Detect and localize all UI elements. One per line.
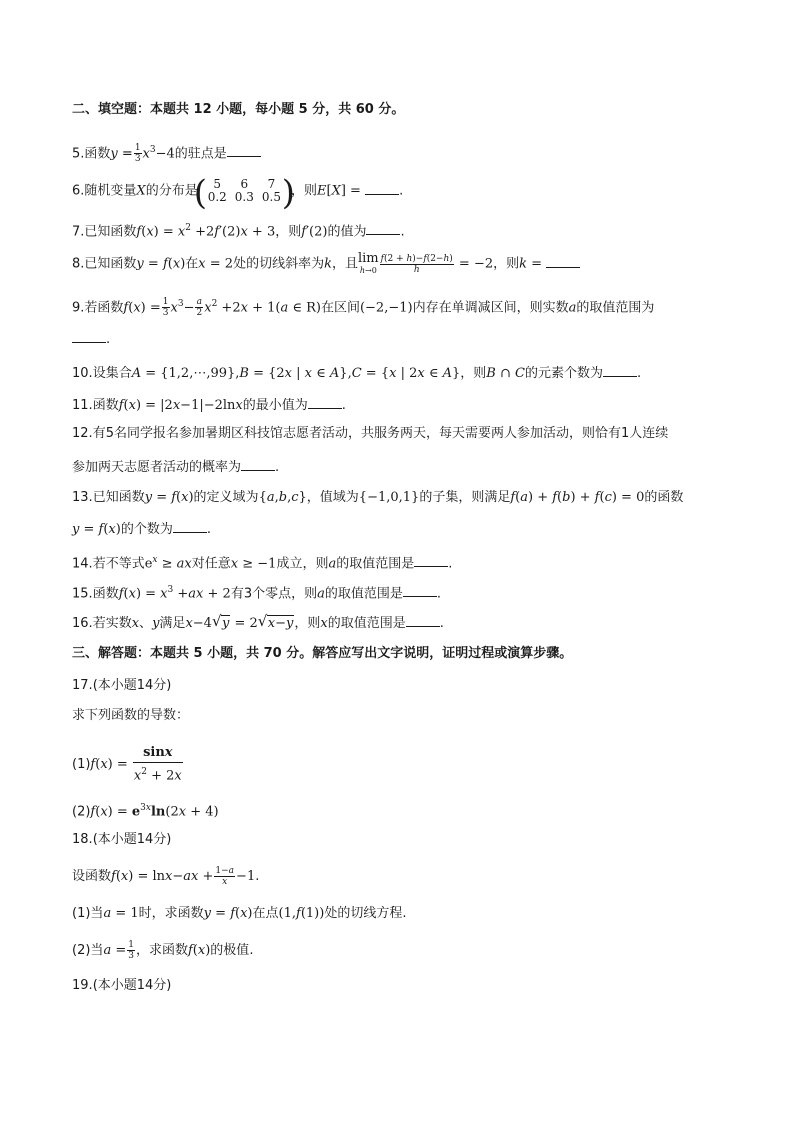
- question-5: 5.函数y = $\frac{1}{3}$ $x^3-4$的驻点是: [72, 140, 261, 164]
- answer-blank: [365, 180, 399, 195]
- answer-blank: [72, 328, 106, 343]
- limit-expression: lim h→0: [357, 251, 379, 275]
- question-17-part-1: (1)f(x) = $\frac{\sin x}{x^2 + 2x}$: [72, 745, 182, 784]
- question-11: 11.函数f(x) = |2x−1|−2lnx的最小值为 .: [72, 394, 346, 416]
- sqrt-x-minus-y: √ x−y: [257, 612, 294, 631]
- section-2-header: 二、填空题：本题共 12 小题，每小题 5 分，共 60 分。: [72, 102, 405, 117]
- distribution-matrix: ( 5 6 7 0.2 0.3 0.5 ): [193, 173, 295, 213]
- question-18-part-1: (1)当a = 1时，求函数y = f(x)在点(1,f(1))处的切线方程.: [72, 906, 407, 921]
- answer-blank: [414, 552, 448, 567]
- question-16: 16.若实数x、y满足x−4 √ y = 2 √ x−y，则x的取值范围是 .: [72, 612, 444, 634]
- question-13: 13.已知函数y = f(x)的定义域为{a,b,c}，值域为{−1,0,1}的子集，则满足f(a) + f(b) + f(c) = 0的函数: [72, 490, 684, 505]
- question-7: 7.已知函数$f(x) = x^2 +2f'(2)x + 3$，则f′(2)的值为 .: [72, 218, 405, 242]
- question-12: 12.有5名同学报名参加暑期区科技馆志愿者活动，共服务两天，每天需要两人参加活动，则恰有1人连续: [72, 426, 669, 441]
- answer-blank: [227, 142, 261, 157]
- sqrt-y: √ y: [211, 612, 230, 631]
- answer-blank: [173, 518, 207, 533]
- question-19-header: 19.(本小题14分): [72, 978, 172, 993]
- answer-blank: [546, 253, 580, 268]
- question-9: 9.若函数f(x) = $\frac{1}{3}$ $x^3-$ $\frac{a}{2}$ $x^2 +2x + 1(a$ ∈ R)在区间(−2,−1)内存在单调减区间，则实数a的取值范围为: [72, 297, 655, 319]
- question-15: 15.函数$f(x) = x^3 +ax + 2$有3个零点，则a的取值范围是 .: [72, 580, 441, 604]
- answer-blank: [603, 362, 637, 377]
- question-9-blank-line: .: [72, 328, 110, 350]
- question-18-part-2: (2)当a = $\frac{1}{3}$ ，求函数f(x)的极值.: [72, 940, 254, 961]
- question-13-line-2: y = f(x)的个数为 .: [72, 518, 211, 540]
- question-14: 14.若不等式$e^x$ ≥ ax对任意x ≥ −1成立，则a的取值范围是 .: [72, 550, 452, 574]
- answer-blank: [241, 456, 275, 471]
- answer-blank: [308, 394, 342, 409]
- answer-blank: [406, 612, 440, 627]
- answer-blank: [403, 582, 437, 597]
- question-8: 8.已知函数y = f(x)在x = 2处的切线斜率为k，且 lim h→0 $\frac{f(2 + h)-f(2-h)}{h}$ = −2，则k =: [72, 252, 580, 276]
- answer-blank: [366, 220, 400, 235]
- question-10: 10.设集合A = {1,2,⋯,99},B = {2x | x ∈ A},C = {x | 2x ∈ A}，则B ∩ C的元素个数为 .: [72, 362, 641, 384]
- section-3-header: 三、解答题：本题共 5 小题，共 70 分。解答应写出文字说明，证明过程或演算步骤。: [72, 646, 573, 661]
- question-18-statement: 设函数f(x) = lnx−ax + $\frac{1-a}{x}$ −1.: [72, 866, 260, 887]
- question-number: 5.: [72, 146, 85, 162]
- question-12-line-2: 参加两天志愿者活动的概率为 .: [72, 456, 279, 478]
- question-17-prompt: 求下列函数的导数：: [72, 708, 190, 723]
- question-17-header: 17.(本小题14分): [72, 678, 172, 693]
- question-17-part-2: $(2)f(x) = e^{3x}\ln(2x + 4)$: [72, 803, 219, 820]
- question-18-header: 18.(本小题14分): [72, 832, 172, 847]
- question-6: 6.随机变量X的分布是 ( 5 6 7 0.2 0.3 0.5 ) ，则E[X] = .: [72, 173, 404, 213]
